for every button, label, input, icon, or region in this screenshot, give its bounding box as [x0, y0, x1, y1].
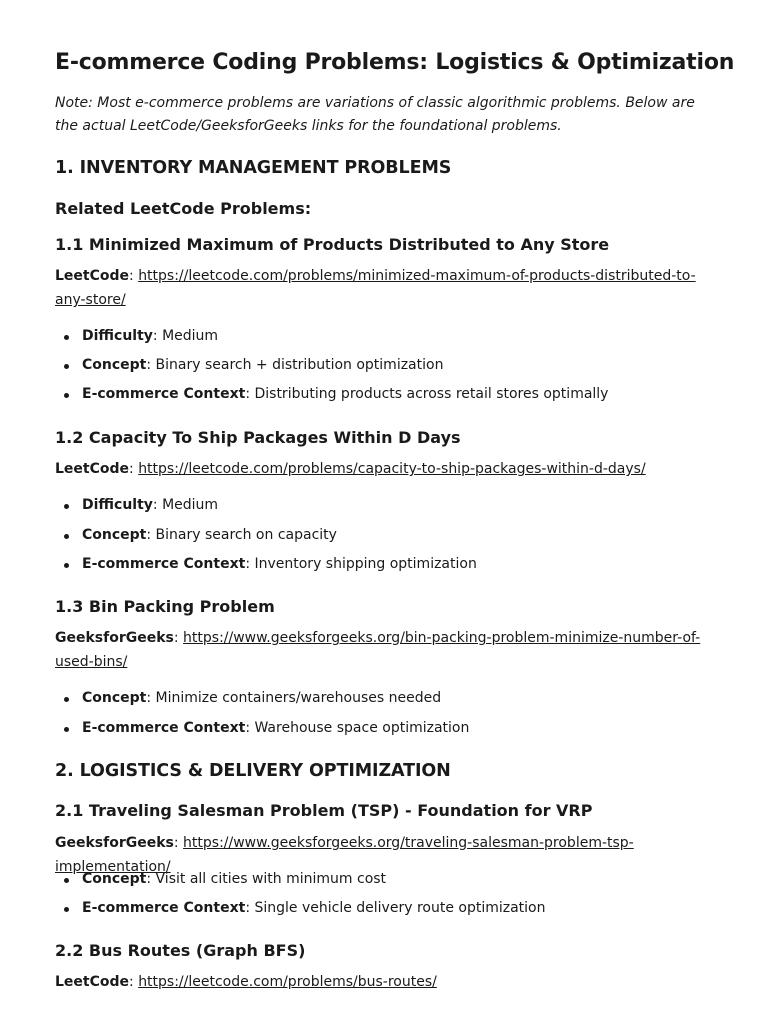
- source-line-1-1: LeetCode: https://leetcode.com/problems/minimized-maximum-of-products-distributed-to-any-store/: [55, 268, 696, 308]
- list-item: E-commerce Context: Warehouse space optimization: [82, 720, 470, 736]
- list-item: Difficulty: Medium: [82, 497, 219, 513]
- source-line-2-2: LeetCode: https://leetcode.com/problems/bus-routes/: [55, 974, 437, 990]
- problem-link-2-2[interactable]: https://leetcode.com/problems/bus-routes/: [138, 974, 437, 990]
- problem-link-1-2[interactable]: https://leetcode.com/problems/capacity-to-ship-packages-within-d-days/: [138, 461, 646, 477]
- source-label: GeeksforGeeks: [55, 835, 174, 851]
- list-item: Concept: Visit all cities with minimum cost: [82, 871, 387, 887]
- problem-heading-2-2: 2.2 Bus Routes (Graph BFS): [55, 941, 306, 960]
- problem-link-1-1[interactable]: https://leetcode.com/problems/minimized-maximum-of-products-distributed-to-any-store/: [55, 268, 696, 308]
- list-item: E-commerce Context: Inventory shipping optimization: [82, 556, 477, 572]
- list-item: Concept: Binary search on capacity: [82, 527, 337, 543]
- list-item: Concept: Binary search + distribution optimization: [82, 357, 444, 373]
- problem-link-1-3[interactable]: https://www.geeksforgeeks.org/bin-packing-problem-minimize-number-of-used-bins/: [55, 630, 701, 670]
- intro-note: Note: Most e-commerce problems are variations of classic algorithmic problems. Below are the actual LeetCode/GeeksforGeeks links for the foundational problems.: [55, 95, 695, 134]
- problem-heading-1-3: 1.3 Bin Packing Problem: [55, 597, 275, 616]
- problem-heading-2-1: 2.1 Traveling Salesman Problem (TSP) - Foundation for VRP: [55, 801, 593, 820]
- source-label: LeetCode: [55, 268, 130, 284]
- problem-heading-1-2: 1.2 Capacity To Ship Packages Within D Days: [55, 428, 461, 447]
- source-line-1-2: LeetCode: https://leetcode.com/problems/capacity-to-ship-packages-within-d-days/: [55, 461, 646, 477]
- page-title: E-commerce Coding Problems: Logistics & Optimization: [55, 50, 735, 75]
- list-item: E-commerce Context: Single vehicle delivery route optimization: [82, 900, 546, 916]
- list-item: E-commerce Context: Distributing products across retail stores optimally: [82, 386, 609, 402]
- list-item: Concept: Minimize containers/warehouses needed: [82, 690, 442, 706]
- related-heading: Related LeetCode Problems:: [55, 199, 312, 218]
- source-label: LeetCode: [55, 974, 130, 990]
- section-heading-logistics: 2. LOGISTICS & DELIVERY OPTIMIZATION: [55, 761, 451, 781]
- source-line-1-3: GeeksforGeeks: https://www.geeksforgeeks.org/bin-packing-problem-minimize-number-of-used-bins/: [55, 630, 701, 670]
- source-label: LeetCode: [55, 461, 130, 477]
- list-item: Difficulty: Medium: [82, 328, 219, 344]
- problem-link-2-1[interactable]: https://www.geeksforgeeks.org/traveling-salesman-problem-tsp-implementation/: [55, 835, 634, 875]
- problem-heading-1-1: 1.1 Minimized Maximum of Products Distributed to Any Store: [55, 235, 610, 254]
- source-line-2-1: GeeksforGeeks: https://www.geeksforgeeks.org/traveling-salesman-problem-tsp-implementation/: [55, 835, 634, 875]
- source-label: GeeksforGeeks: [55, 630, 174, 646]
- section-heading-inventory: 1. INVENTORY MANAGEMENT PROBLEMS: [55, 158, 452, 178]
